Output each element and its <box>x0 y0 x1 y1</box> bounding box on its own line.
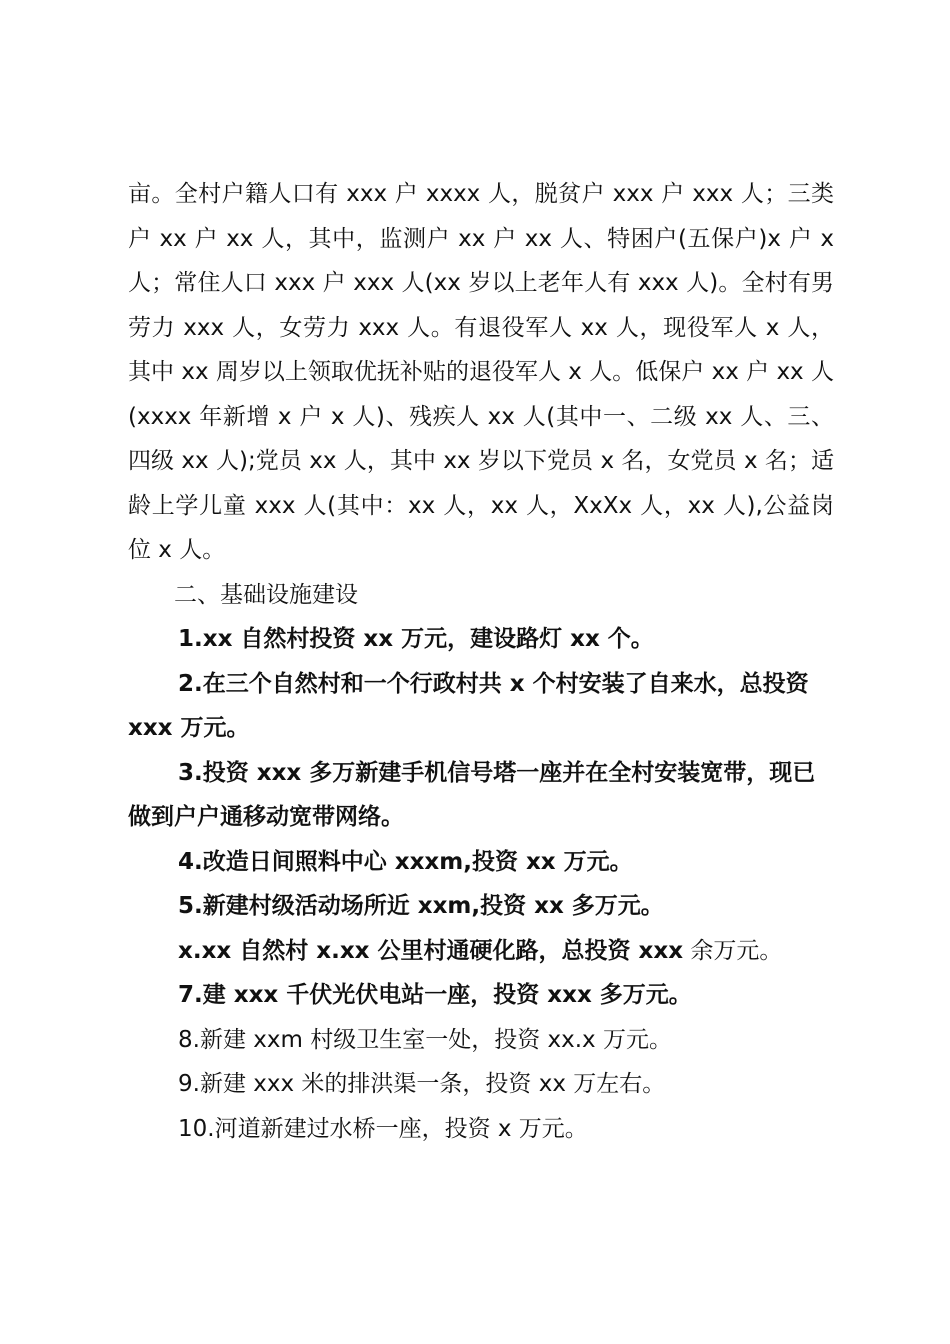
list-item-suffix: 余万元。 <box>683 937 783 964</box>
list-item: 3.投资 xxx 多万新建手机信号塔一座并在全村安装宽带，现已做到户户通移动宽带网络。 <box>128 759 816 830</box>
list-item-bold-text: x.xx 自然村 x.xx 公里村通硬化路，总投资 xxx <box>178 937 684 964</box>
list-item: 7.建 xxx 千伏光伏电站一座，投资 xxx 多万元。 <box>178 982 692 1008</box>
document-body <box>128 172 834 1151</box>
list-item: 8.新建 xxm 村级卫生室一处，投资 xx.x 万元。 <box>178 1026 672 1053</box>
list-item: 9.新建 xxx 米的排洪渠一条，投资 xx 万左右。 <box>178 1071 666 1097</box>
list-item: 5.新建村级活动场所近 xxm,投资 xx 多万元。 <box>178 893 664 919</box>
population-paragraph: 亩。全村户籍人口有 xxx 户 xxxx 人，脱贫户 xxx 户 xxx 人；三类户 xx 户 xx 人，其中，监测户 xx 户 xx 人、特困户(五保户)x 户 x 人；常住人口 xxx 户 xxx 人(xx 岁以上老年人有 xxx 人)。全村有男劳力 xxx 人，女劳力 xxx 人。有退役军人 xx 人，现役军人 x 人，其中 xx 周岁以上领取优抚补贴的退役军人 x 人。低保户 xx 户 xx 人(xxxx 年新增 x 户 x 人)、残疾人 xx 人(其中一、二级 xx 人、三、四级 xx 人);党员 xx 人，其中 xx 岁以下党员 x 名，女党员 x 名；适龄上学儿童 xxx 人(其中：xx 人，xx 人，XxXx 人，xx 人),公益岗位 x 人。 <box>128 181 834 563</box>
section-heading: 二、基础设施建设 <box>174 581 358 608</box>
list-item: 1.xx 自然村投资 xx 万元，建设路灯 xx 个。 <box>178 626 654 652</box>
list-item: 4.改造日间照料中心 xxxm,投资 xx 万元。 <box>178 848 633 875</box>
list-item: 10.河道新建过水桥一座，投资 x 万元。 <box>178 1115 588 1142</box>
list-item: 2.在三个自然村和一个行政村共 x 个村安装了自来水，总投资 xxx 万元。 <box>128 670 809 741</box>
list-item <box>128 929 834 974</box>
